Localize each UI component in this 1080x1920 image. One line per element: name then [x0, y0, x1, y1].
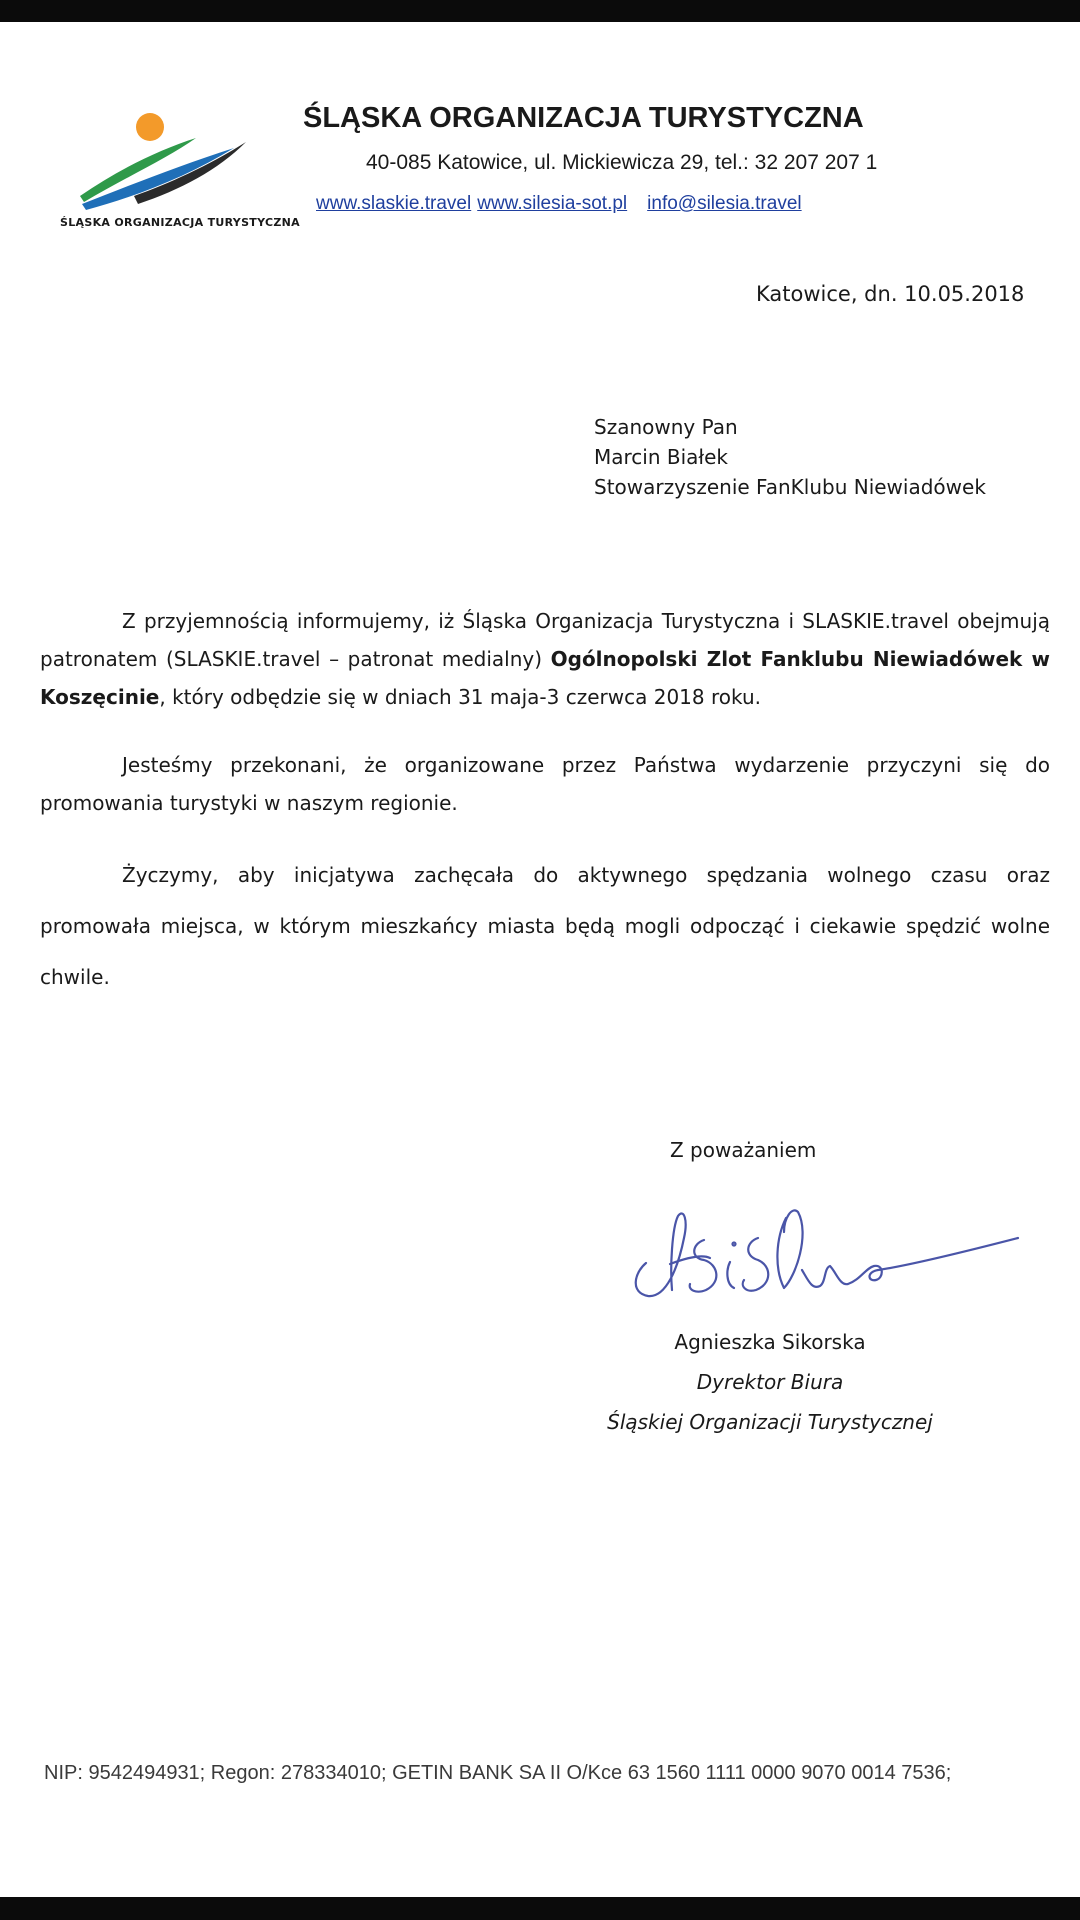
- body-paragraph-3: Życzymy, aby inicjatywa zachęcała do aktywnego spędzania wolnego czasu oraz promowała miejsca, w którym mieszkańcy miasta będą mogli odpocząć i ciekawie spędzić wolne chwile.: [40, 863, 1050, 989]
- paragraph-1-text: Z przyjemnością informujemy, iż Śląska Organizacja Turystyczna i SLASKIE.travel obejmują patronatem (SLASKIE.travel – patronat medialny): [40, 609, 1050, 671]
- signer-title: Dyrektor Biura: [696, 1370, 844, 1394]
- link-silesia-sot[interactable]: www.silesia-sot.pl: [477, 193, 628, 214]
- organization-links: [316, 193, 808, 215]
- body-paragraph-1: [40, 602, 1050, 716]
- link-email[interactable]: info@silesia.travel: [647, 193, 802, 214]
- event-name-bold: Ogólnopolski Zlot Fanklubu Niewiadówek w Koszęcinie: [40, 647, 1050, 709]
- closing-phrase: Z poważaniem: [670, 1138, 817, 1162]
- letter-date: Katowice, dn. 10.05.2018: [756, 282, 1025, 306]
- recipient-name: Marcin Białek: [594, 445, 728, 469]
- recipient-salutation: Szanowny Pan: [594, 415, 738, 439]
- logo-sun: [136, 113, 164, 141]
- letter-body: [40, 602, 1050, 1003]
- recipient-organization: Stowarzyszenie FanKlubu Niewiadówek: [594, 475, 986, 499]
- logo-caption: ŚLĄSKA ORGANIZACJA TURYSTYCZNA: [60, 216, 300, 229]
- signer-organization: Śląskiej Organizacji Turystycznej: [607, 1410, 933, 1434]
- paragraph-1-text-end: , który odbędzie się w dniach 31 maja-3 czerwca 2018 roku.: [159, 685, 761, 709]
- recipient-block: [594, 412, 986, 502]
- sun-waves-logo-icon: [68, 100, 258, 210]
- organization-address: 40-085 Katowice, ul. Mickiewicza 29, tel.: 32 207 207 1: [366, 151, 878, 174]
- body-paragraph-2: Jesteśmy przekonani, że organizowane przez Państwa wydarzenie przyczyni się do promowania turystyki w naszym regionie.: [40, 753, 1050, 815]
- logo-dark-wave: [134, 142, 246, 204]
- organization-name: ŚLĄSKA ORGANIZACJA TURYSTYCZNA: [303, 102, 864, 134]
- top-black-bar: [0, 0, 1080, 22]
- organization-logo: [60, 100, 300, 229]
- footer-company-details: NIP: 9542494931; Regon: 278334010; GETIN BANK SA II O/Kce 63 1560 1111 0000 9070 0014 7536;: [44, 1762, 952, 1784]
- signer-block: [590, 1322, 950, 1442]
- signer-name: Agnieszka Sikorska: [674, 1330, 866, 1354]
- link-slaskie-travel[interactable]: www.slaskie.travel: [316, 193, 472, 214]
- bottom-black-bar: [0, 1897, 1080, 1920]
